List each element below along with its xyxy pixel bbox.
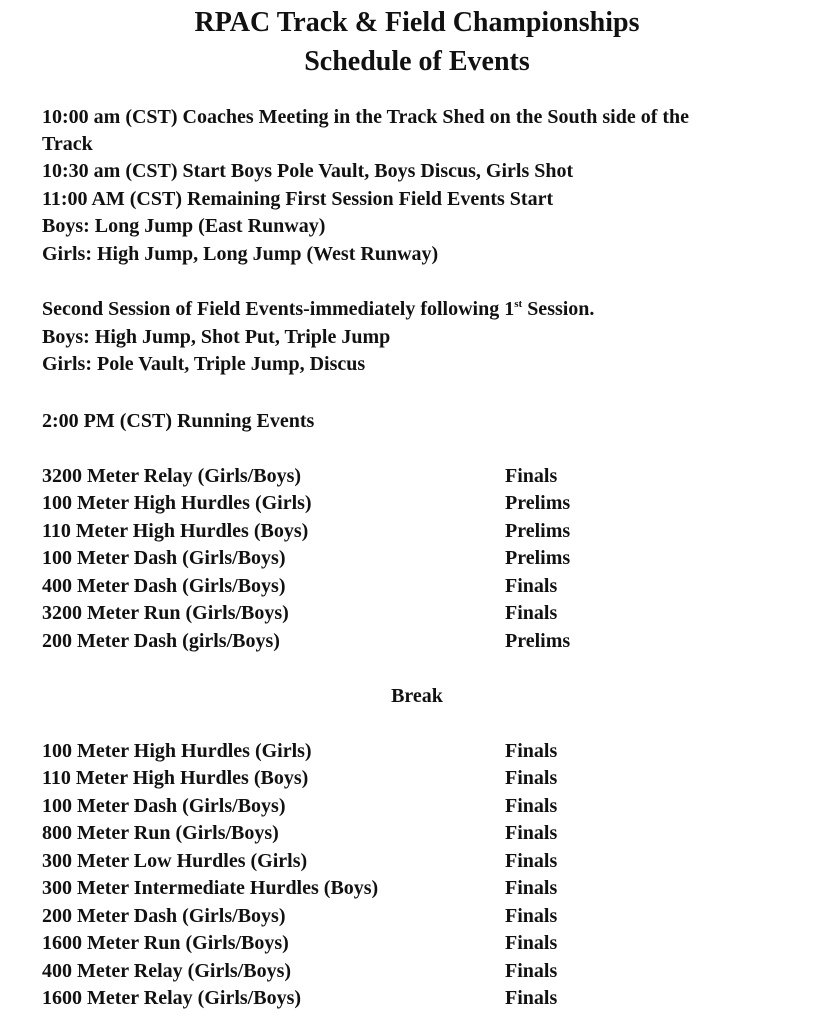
schedule-row (42, 820, 802, 847)
second-session-heading (42, 296, 594, 323)
page-subtitle: Schedule of Events (304, 46, 530, 77)
event-stage: Finals (505, 905, 558, 927)
second-session-heading-text: Second Session of Field Events-immediately following 1 (42, 298, 515, 320)
event-stage: Finals (505, 465, 558, 487)
schedule-row (42, 793, 802, 820)
event-name: 110 Meter High Hurdles (Boys) (42, 520, 309, 542)
boys-first-session-line: Boys: Long Jump (East Runway) (42, 215, 326, 237)
schedule-row (42, 875, 802, 902)
event-name: 1600 Meter Run (Girls/Boys) (42, 932, 289, 954)
event-stage: Prelims (505, 630, 571, 652)
event-stage: Finals (505, 822, 558, 844)
girls-first-session-line: Girls: High Jump, Long Jump (West Runway) (42, 243, 439, 265)
schedule-row (42, 518, 802, 545)
event-stage: Finals (505, 740, 558, 762)
schedule-row (42, 573, 802, 600)
page-title: RPAC Track & Field Championships (194, 7, 640, 38)
schedule-row (42, 545, 802, 572)
event-stage: Finals (505, 877, 558, 899)
second-session-heading-sup: st (514, 298, 523, 310)
schedule-row (42, 985, 802, 1012)
event-name: 1600 Meter Relay (Girls/Boys) (42, 987, 302, 1009)
event-name: 3200 Meter Relay (Girls/Boys) (42, 465, 302, 487)
schedule-row (42, 463, 802, 490)
event-name: 200 Meter Dash (Girls/Boys) (42, 905, 286, 927)
schedule-row (42, 490, 802, 517)
event-name: 100 Meter Dash (Girls/Boys) (42, 547, 286, 569)
schedule-row (42, 600, 802, 627)
event-name: 200 Meter Dash (girls/Boys) (42, 630, 280, 652)
schedule-row (42, 765, 802, 792)
event-name: 400 Meter Relay (Girls/Boys) (42, 960, 292, 982)
event-stage: Prelims (505, 492, 571, 514)
start-1100-line: 11:00 AM (CST) Remaining First Session Field Events Start (42, 188, 554, 210)
event-name: 100 Meter High Hurdles (Girls) (42, 492, 312, 514)
event-name: 110 Meter High Hurdles (Boys) (42, 767, 309, 789)
event-stage: Finals (505, 850, 558, 872)
schedule-row (42, 848, 802, 875)
event-stage: Finals (505, 602, 558, 624)
event-stage: Finals (505, 795, 558, 817)
event-name: 3200 Meter Run (Girls/Boys) (42, 602, 289, 624)
schedule-row (42, 628, 802, 655)
event-stage: Finals (505, 960, 558, 982)
event-name: 300 Meter Low Hurdles (Girls) (42, 850, 308, 872)
event-stage: Prelims (505, 547, 571, 569)
event-name: 800 Meter Run (Girls/Boys) (42, 822, 279, 844)
event-stage: Prelims (505, 520, 571, 542)
schedule-row (42, 930, 802, 957)
running-events-heading: 2:00 PM (CST) Running Events (42, 410, 315, 432)
coaches-meeting-line-cont: Track (42, 133, 93, 155)
event-stage: Finals (505, 932, 558, 954)
break-label: Break (391, 685, 443, 707)
schedule-row (42, 958, 802, 985)
event-stage: Finals (505, 987, 558, 1009)
event-name: 100 Meter Dash (Girls/Boys) (42, 795, 286, 817)
coaches-meeting-line: 10:00 am (CST) Coaches Meeting in the Track Shed on the South side of the (42, 106, 690, 128)
event-stage: Finals (505, 575, 558, 597)
schedule-row (42, 903, 802, 930)
start-1030-line: 10:30 am (CST) Start Boys Pole Vault, Boys Discus, Girls Shot (42, 160, 574, 182)
schedule-row (42, 738, 802, 765)
second-session-heading-tail: Session. (522, 298, 595, 320)
event-stage: Finals (505, 767, 558, 789)
boys-second-session-line: Boys: High Jump, Shot Put, Triple Jump (42, 326, 391, 348)
girls-second-session-line: Girls: Pole Vault, Triple Jump, Discus (42, 353, 366, 375)
event-name: 100 Meter High Hurdles (Girls) (42, 740, 312, 762)
event-name: 300 Meter Intermediate Hurdles (Boys) (42, 877, 379, 899)
event-name: 400 Meter Dash (Girls/Boys) (42, 575, 286, 597)
